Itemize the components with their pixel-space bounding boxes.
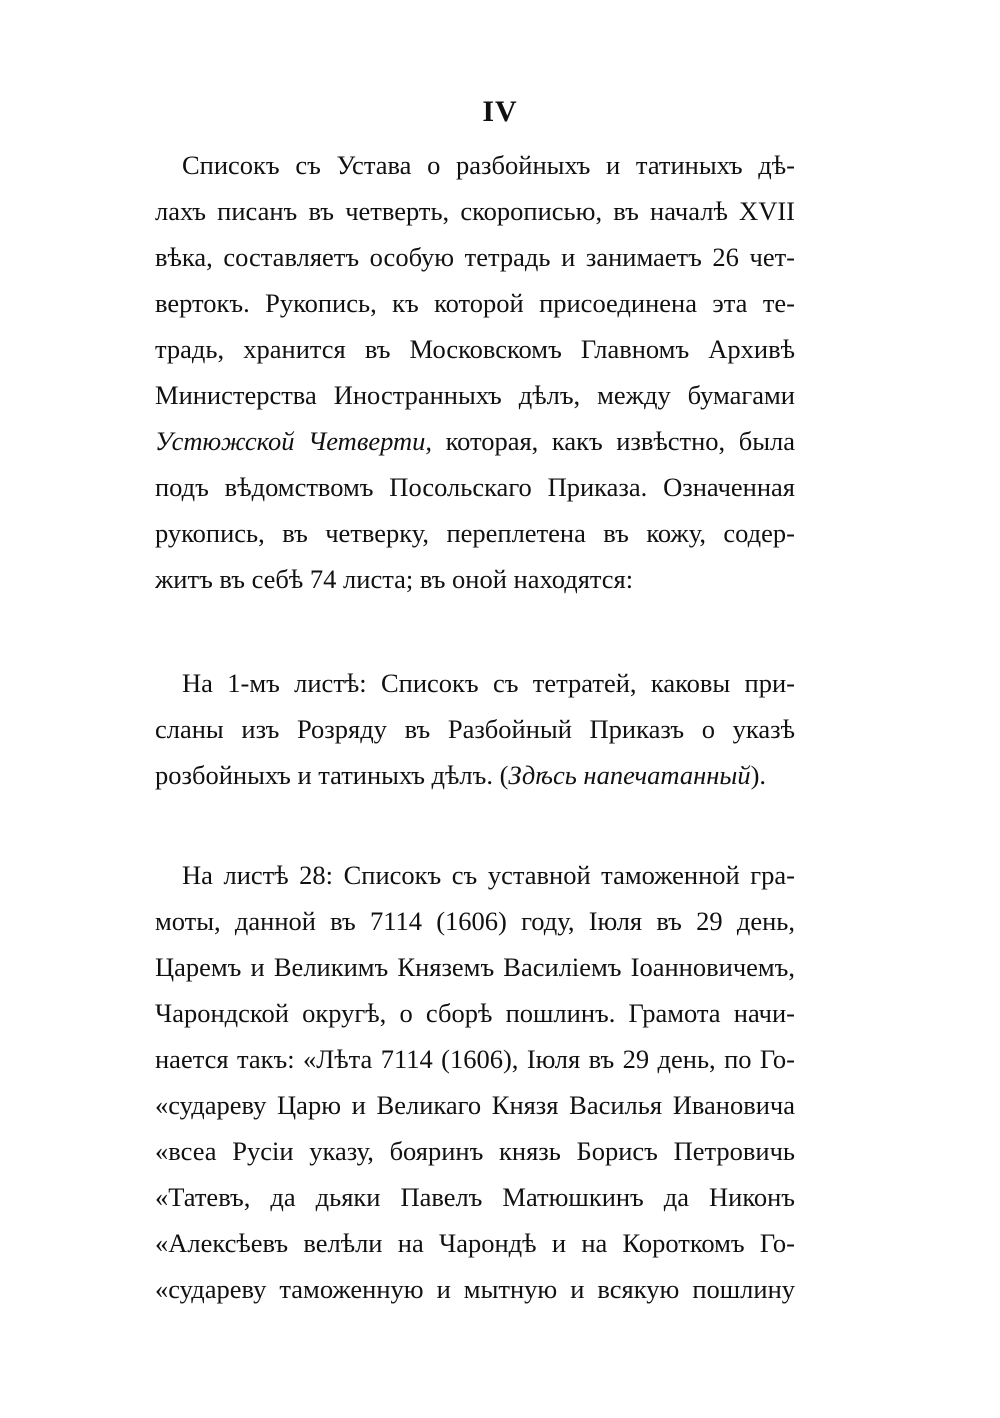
paragraph-3-line-9: «Алексѣевъ велѣли на Чарондѣ и на Короткомъ Го- — [155, 1228, 795, 1258]
line-text: которая, какъ извѣстно, была — [432, 426, 795, 456]
paragraph-3-line-8: «Татевъ, да дьяки Павелъ Матюшкинъ да Никонъ — [155, 1182, 795, 1212]
paragraph-3-line-7: «всеа Русіи указу, бояринъ князь Борисъ Петровичь — [155, 1136, 795, 1166]
paragraph-1-line-1: Списокъ съ Устава о разбойныхъ и татиныхъ дѣ- — [182, 150, 795, 180]
paragraph-1-line-5: традь, хранится въ Московскомъ Главномъ Архивѣ — [155, 334, 795, 364]
paragraph-3-line-10: «судареву таможенную и мытную и всякую пошлину — [155, 1274, 795, 1304]
paragraph-1-line-7 — [155, 418, 795, 464]
line-text: розбойныхъ и татиныхъ дѣлъ. ( — [155, 760, 509, 790]
paragraph-3-line-2: моты, данной въ 7114 (1606) году, Іюля въ 29 день, — [155, 906, 795, 936]
paragraph-3-line-6: «судареву Царю и Великаго Князя Василья Ивановича — [155, 1090, 795, 1120]
italic-note: Здѣсь напечатанный — [508, 760, 751, 790]
paragraph-3-line-1: На листѣ 28: Списокъ съ уставной таможенной гра- — [182, 860, 795, 890]
paragraph-1-line-10: житъ въ себѣ 74 листа; въ оной находятся: — [155, 564, 634, 594]
paragraph-1-line-6: Министерства Иностранныхъ дѣлъ, между бумагами — [155, 380, 795, 410]
paragraph-1-line-9: рукопись, въ четверку, переплетена въ кожу, содер- — [155, 518, 795, 548]
paragraph-3-line-4: Чарондской округѣ, о сборѣ пошлинъ. Грамота начи- — [155, 998, 795, 1028]
page-number: IV — [482, 95, 518, 128]
paragraph-1-line-3: вѣка, составляетъ особую тетрадь и занимаетъ 26 чет- — [155, 242, 795, 272]
italic-title: Устюжской Четверти, — [155, 426, 433, 456]
paragraph-1-line-4: вертокъ. Рукопись, къ которой присоединена эта те- — [155, 288, 795, 318]
paragraph-2-line-2: сланы изъ Розряду въ Разбойный Приказъ о указѣ — [155, 714, 795, 744]
paragraph-2-line-1: На 1-мъ листѣ: Списокъ съ тетратей, каковы при- — [182, 668, 795, 698]
paragraph-1-line-2: лахъ писанъ въ четверть, скорописью, въ началѣ XVII — [155, 196, 795, 226]
paragraph-3-line-3: Царемъ и Великимъ Княземъ Василіемъ Іоанновичемъ, — [155, 952, 795, 982]
paragraph-2-line-3 — [155, 752, 795, 798]
paragraph-3-line-5: нается такъ: «Лѣта 7114 (1606), Іюля въ 29 день, по Го- — [155, 1044, 795, 1074]
paragraph-1-line-8: подъ вѣдомствомъ Посольскаго Приказа. Означенная — [155, 472, 795, 502]
line-text-end: ). — [750, 760, 767, 790]
